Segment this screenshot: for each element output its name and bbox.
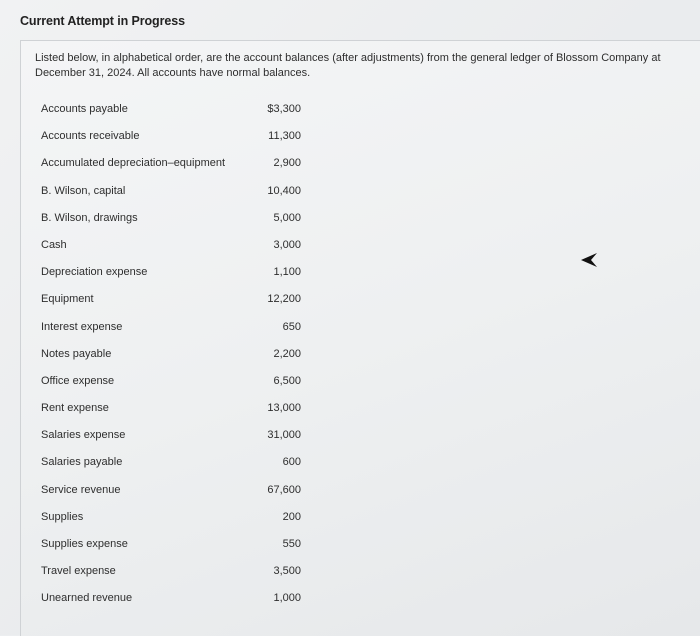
account-amount: 67,600 (267, 483, 301, 496)
list-item (41, 507, 301, 534)
account-balances-list (41, 99, 301, 616)
list-item (41, 371, 301, 398)
account-amount: 5,000 (273, 211, 301, 224)
account-amount: $3,300 (267, 103, 301, 115)
question-panel (20, 40, 700, 636)
account-name: Accumulated depreciation–equipment (41, 157, 226, 170)
list-item (41, 208, 301, 235)
account-name: Travel expense (41, 565, 116, 578)
account-name: Supplies expense (41, 538, 128, 550)
question-intro-text: Listed below, in alphabetical order, are the account balances (after adjustments) from the general ledger of Blossom Company at December 31, 2024. All accounts have normal balances. (35, 52, 661, 79)
list-item (41, 235, 301, 262)
account-name: Accounts payable (41, 103, 128, 115)
account-amount: 13,000 (267, 402, 301, 415)
account-amount: 650 (282, 320, 301, 333)
mouse-pointer-icon (580, 252, 598, 268)
account-name: Accounts receivable (41, 130, 140, 143)
account-name: Salaries payable (41, 456, 123, 469)
list-item (41, 534, 301, 561)
account-name: Interest expense (41, 320, 123, 333)
account-name: Office expense (41, 374, 115, 387)
account-name: Equipment (41, 293, 94, 306)
account-amount: 1,000 (273, 592, 301, 605)
account-amount: 31,000 (267, 429, 301, 442)
list-item (41, 153, 301, 180)
account-amount: 2,900 (273, 157, 301, 170)
list-item (41, 452, 301, 479)
account-name: B. Wilson, drawings (41, 211, 138, 224)
list-item (41, 344, 301, 371)
account-name: Notes payable (41, 347, 112, 360)
list-item (41, 561, 301, 588)
account-name: Service revenue (41, 483, 121, 496)
attempt-status-heading: Current Attempt in Progress (20, 14, 185, 28)
list-item (41, 126, 301, 153)
account-amount: 600 (282, 456, 301, 469)
account-name: Salaries expense (41, 429, 126, 442)
list-item (41, 398, 301, 425)
list-item (41, 317, 301, 344)
account-name: Depreciation expense (41, 266, 148, 279)
list-item (41, 425, 301, 452)
account-amount: 3,000 (273, 238, 301, 251)
list-item (41, 181, 301, 208)
account-name: B. Wilson, capital (41, 184, 126, 197)
account-amount: 6,500 (273, 374, 301, 387)
account-name: Rent expense (41, 402, 109, 415)
account-amount: 12,200 (267, 293, 301, 306)
list-item (41, 480, 301, 507)
list-item (41, 262, 301, 289)
account-amount: 10,400 (267, 184, 301, 197)
list-item (41, 289, 301, 316)
list-item (41, 99, 301, 126)
account-amount: 11,300 (268, 130, 301, 143)
account-amount: 3,500 (273, 565, 301, 578)
account-amount: 550 (282, 538, 301, 550)
list-item (41, 588, 301, 615)
account-amount: 1,100 (273, 266, 301, 279)
account-name: Cash (41, 238, 67, 251)
account-amount: 2,200 (273, 347, 301, 360)
account-amount: 200 (282, 510, 301, 523)
account-name: Unearned revenue (41, 592, 133, 605)
account-name: Supplies (41, 510, 84, 523)
